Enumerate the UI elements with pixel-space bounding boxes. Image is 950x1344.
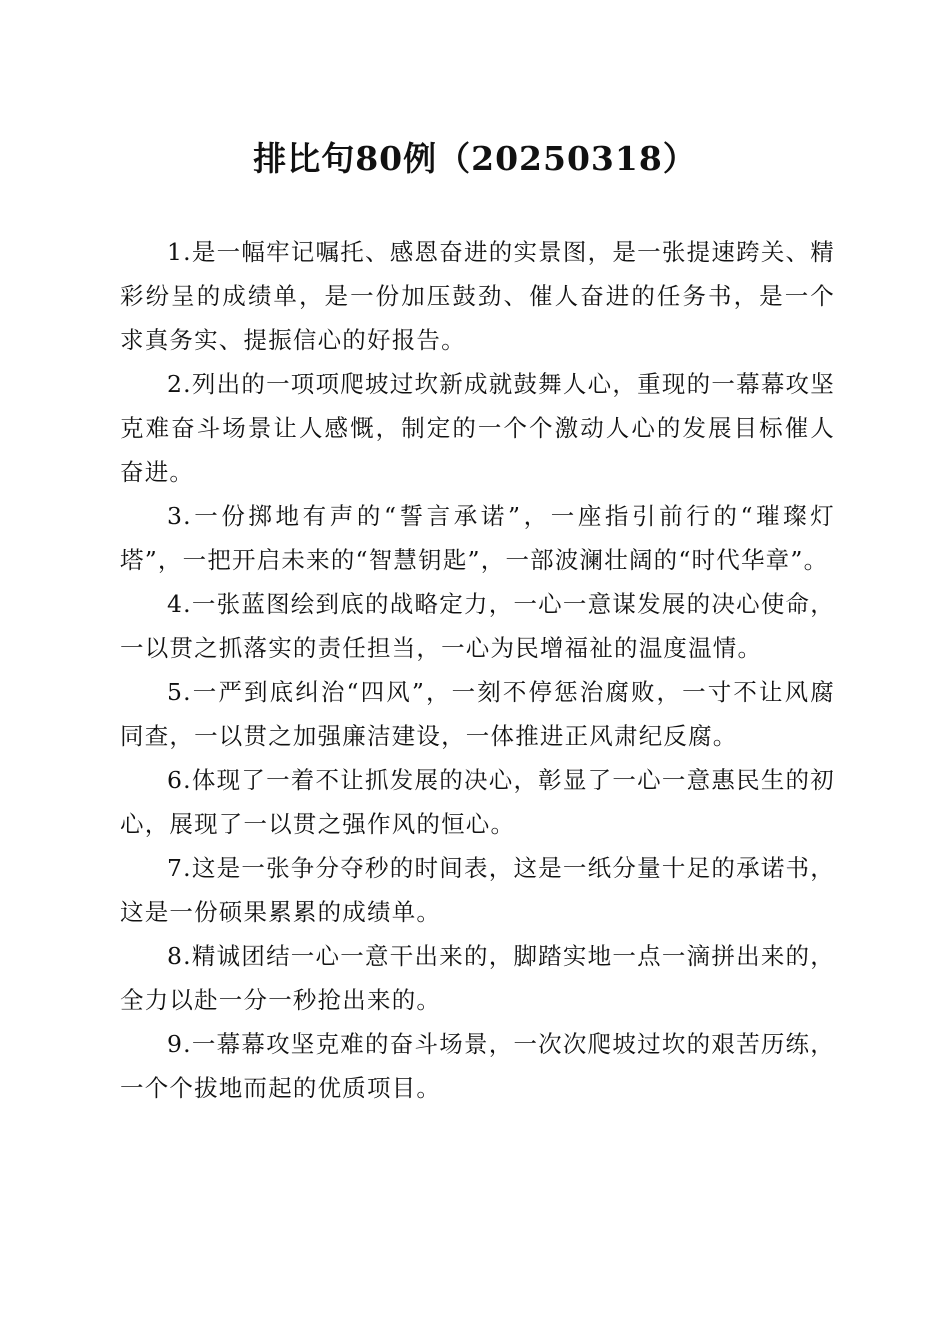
document-title: 排比句80例（20250318） (253, 139, 697, 178)
paragraph: 9.一幕幕攻坚克难的奋斗场景，一次次爬坡过坎的艰苦历练，一个个拔地而起的优质项目。 (120, 1030, 835, 1102)
paragraph: 5.一严到底纠治“四风”，一刻不停惩治腐败，一寸不让风腐同查，一以贯之加强廉洁建设，一体推进正风肃纪反腐。 (120, 678, 835, 750)
paragraph: 7.这是一张争分夺秒的时间表，这是一纸分量十足的承诺书，这是一份硕果累累的成绩单。 (120, 854, 835, 926)
paragraph: 2.列出的一项项爬坡过坎新成就鼓舞人心，重现的一幕幕攻坚克难奋斗场景让人感慨，制定的一个个激动人心的发展目标催人奋进。 (120, 370, 835, 486)
document-body (120, 230, 835, 1110)
paragraph: 4.一张蓝图绘到底的战略定力，一心一意谋发展的决心使命，一以贯之抓落实的责任担当，一心为民增福祉的温度温情。 (120, 590, 835, 662)
paragraph: 3.一份掷地有声的“誓言承诺”，一座指引前行的“璀璨灯塔”，一把开启未来的“智慧钥匙”，一部波澜壮阔的“时代华章”。 (120, 502, 835, 574)
paragraph: 8.精诚团结一心一意干出来的，脚踏实地一点一滴拼出来的，全力以赴一分一秒抢出来的。 (120, 942, 835, 1014)
paragraph: 6.体现了一着不让抓发展的决心，彰显了一心一意惠民生的初心，展现了一以贯之强作风的恒心。 (120, 766, 835, 838)
paragraph: 1.是一幅牢记嘱托、感恩奋进的实景图，是一张提速跨关、精彩纷呈的成绩单，是一份加压鼓劲、催人奋进的任务书，是一个求真务实、提振信心的好报告。 (120, 238, 835, 354)
